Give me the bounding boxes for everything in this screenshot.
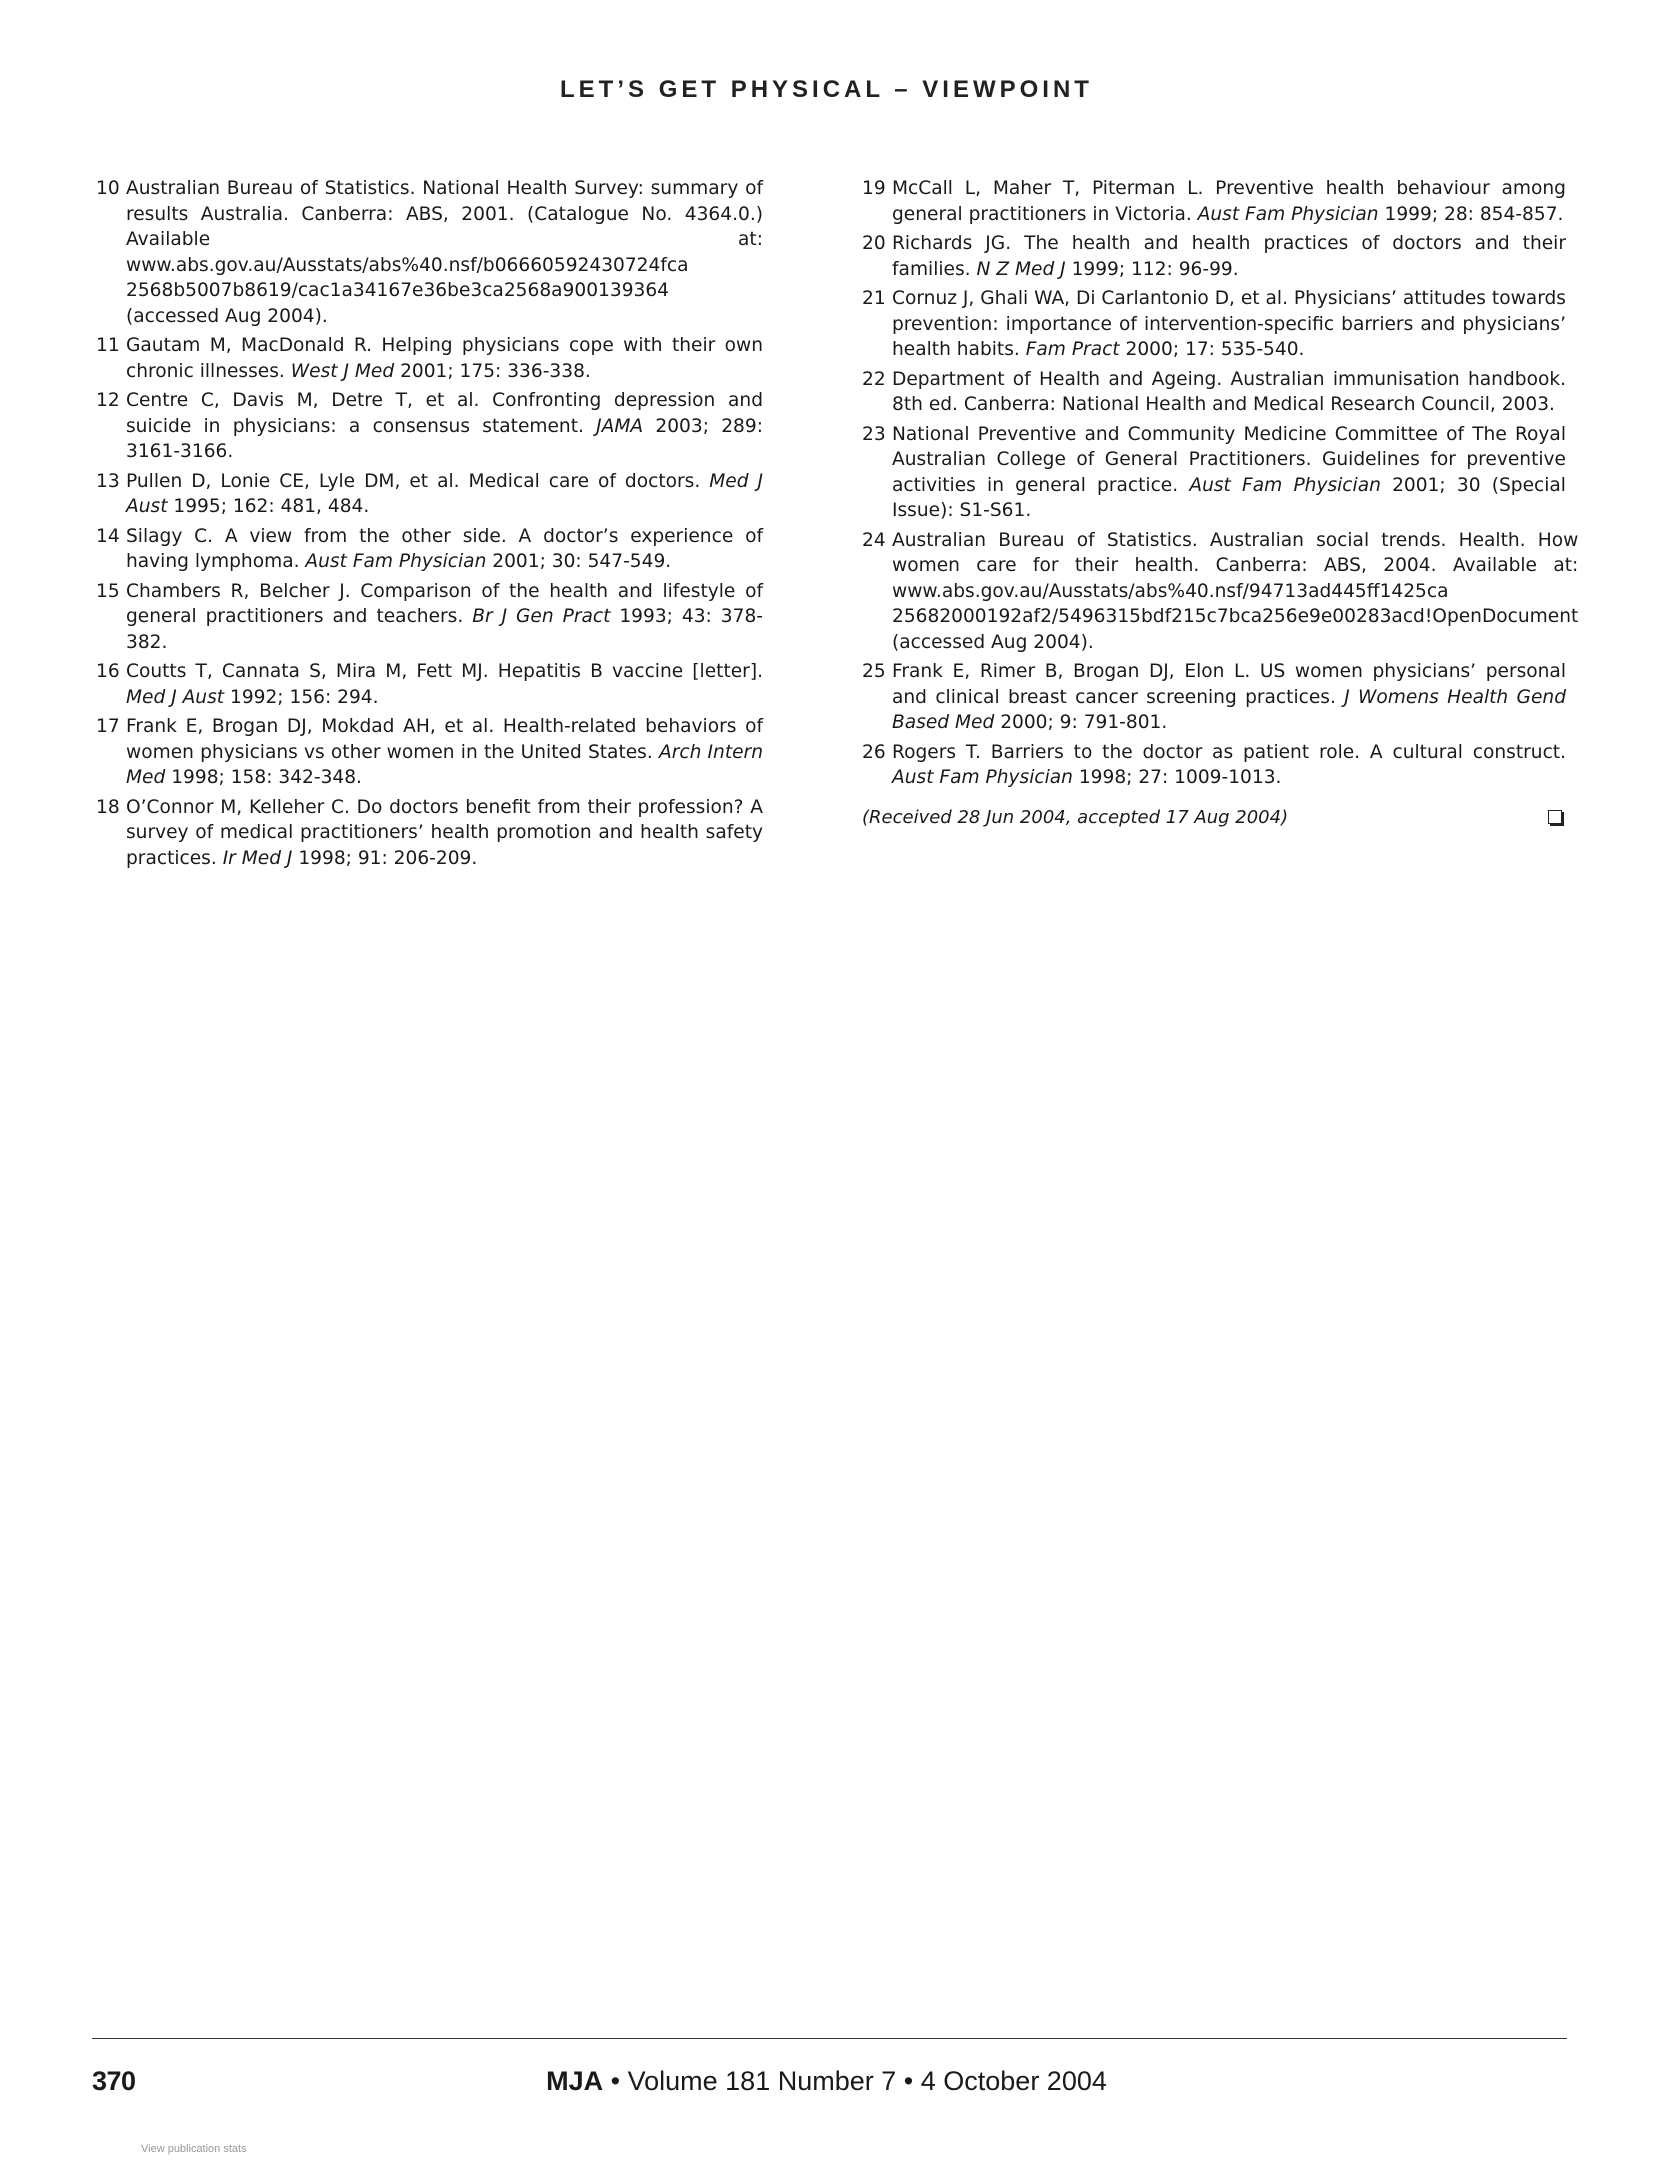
received-accepted-note: [862, 805, 1566, 831]
reference-text: [126, 714, 763, 791]
journal-title: Fam Pract: [1025, 339, 1120, 360]
reference-segment: 1998; 158: 342-348.: [165, 767, 362, 788]
journal-title: Med J Aust: [126, 470, 763, 517]
references-left-column: [96, 176, 763, 875]
reference-segment: 2000; 17: 535-540.: [1119, 339, 1305, 360]
reference-segment: Centre C, Davis M, Detre T, et al. Confronting depression and suicide in physicians: a consensus statement.: [126, 390, 763, 437]
reference-item: [862, 286, 1566, 363]
end-mark-icon: [1548, 810, 1562, 824]
reference-text: [892, 659, 1566, 736]
reference-segment: Frank E, Rimer B, Brogan DJ, Elon L. US women physicians’ personal and clinical breast cancer screening practices.: [892, 661, 1566, 708]
reference-number: 15: [96, 580, 120, 602]
reference-number: 19: [862, 178, 886, 199]
reference-number: 18: [96, 796, 120, 818]
reference-segment: Australian Bureau of Statistics. National Health Survey: summary of results Australia. Canberra: ABS, 2001. (Catalogue No. 4364.0.) Available at: www.abs.gov.au/Ausstats/abs%40.nsf/b06660592430724fca 2568b5007b8619/cac1a34167e36be3ca2568a900139364 (accessed Aug 2004).: [126, 178, 763, 327]
reference-text: [892, 286, 1566, 363]
reference-item: [96, 333, 763, 384]
reference-segment: Silagy C. A view from the other side. A doctor’s experience of having lymphoma.: [126, 525, 763, 572]
reference-segment: Department of Health and Ageing. Australian immunisation handbook. 8th ed. Canberra: National Health and Medical Research Council, 2003.: [892, 368, 1566, 415]
reference-number: 20: [862, 233, 886, 254]
reference-item: [862, 176, 1566, 227]
reference-number: 13: [96, 470, 120, 492]
reference-item: [862, 422, 1566, 524]
reference-item: [862, 367, 1566, 418]
reference-segment: McCall L, Maher T, Piterman L. Preventive health behaviour among general practitioners in Victoria.: [892, 178, 1566, 225]
reference-segment: 2000; 9: 791-801.: [994, 712, 1168, 733]
reference-number: 22: [862, 368, 886, 390]
reference-item: [96, 176, 763, 329]
journal-title: Aust Fam Physician: [1197, 203, 1379, 225]
reference-segment: Rogers T. Barriers to the doctor as patient role. A cultural construct.: [892, 741, 1566, 763]
reference-item: [862, 740, 1566, 791]
journal-name: MJA: [546, 2066, 604, 2096]
reference-text: [126, 469, 763, 520]
reference-segment: O’Connor M, Kelleher C. Do doctors benefit from their profession? A survey of medical practitioners’ health promotion and health safety practices.: [126, 796, 763, 869]
reference-item: [96, 714, 763, 791]
reference-segment: 1993; 43: 378-382.: [126, 606, 763, 653]
reference-number: 14: [96, 525, 120, 547]
journal-volume: Volume 181 Number 7: [627, 2066, 897, 2096]
references-right-column: [862, 176, 1579, 830]
reference-segment: 2001; 30 (Special Issue): S1-S61.: [892, 474, 1566, 521]
journal-title: Aust Fam Physician: [892, 767, 1073, 788]
reference-number: 21: [862, 288, 886, 309]
reference-item: [96, 795, 763, 872]
reference-segment: 1998; 27: 1009-1013.: [1072, 767, 1282, 788]
reference-segment: Australian Bureau of Statistics. Australian social trends. Health. How women care for their health. Canberra: ABS, 2004. Available at: www.abs.gov.au/Ausstats/abs%40.nsf/94713ad445ff1425ca 25682000192af2/5496315bdf215c7bca256e9e00283acd!OpenDocument (accessed Aug 2004).: [892, 529, 1579, 653]
running-head: LET’S GET PHYSICAL – VIEWPOINT: [560, 76, 1093, 103]
reference-item: [96, 524, 763, 575]
reference-text: [126, 795, 763, 872]
journal-title: N Z Med J: [976, 258, 1066, 280]
journal-title: Ir Med J: [222, 847, 293, 869]
journal-title: J Womens Health Gend Based Med: [892, 686, 1566, 733]
journal-title: Arch Intern Med: [126, 741, 763, 788]
journal-title: Med J Aust: [126, 686, 225, 708]
reference-text: [126, 333, 763, 384]
reference-number: 11: [96, 335, 120, 356]
reference-number: 10: [96, 178, 120, 199]
reference-text: [126, 579, 763, 656]
received-text: (Received 28 Jun 2004, accepted 17 Aug 2004): [862, 806, 1289, 828]
reference-segment: 2001; 175: 336-338.: [394, 360, 591, 382]
reference-number: 17: [96, 716, 120, 737]
reference-number: 23: [862, 423, 886, 445]
journal-title: Br J Gen Pract: [472, 606, 611, 627]
reference-segment: 2001; 30: 547-549.: [486, 551, 672, 572]
reference-segment: 1999; 28: 854-857.: [1378, 203, 1564, 225]
footer-rule: [92, 2038, 1567, 2039]
reference-number: 26: [862, 741, 886, 763]
reference-segment: National Preventive and Community Medicine Committee of The Royal Australian College of General Practitioners. Guidelines for preventive activities in general practice.: [892, 423, 1566, 496]
reference-segment: Cornuz J, Ghali WA, Di Carlantonio D, et al. Physicians’ attitudes towards prevention: importance of intervention-specific barriers and physicians’ health habits.: [892, 288, 1566, 360]
reference-item: [96, 469, 763, 520]
reference-segment: 1995; 162: 481, 484.: [167, 496, 370, 517]
reference-text: [126, 524, 763, 575]
reference-item: [862, 659, 1566, 736]
reference-segment: Gautam M, MacDonald R. Helping physicians cope with their own chronic illnesses.: [126, 335, 763, 382]
reference-text: [126, 659, 763, 710]
reference-segment: Pullen D, Lonie CE, Lyle DM, et al. Medical care of doctors.: [126, 470, 710, 492]
journal-title: West J Med: [290, 360, 395, 382]
reference-segment: Frank E, Brogan DJ, Mokdad AH, et al. Health-related behaviors of women physicians vs other women in the United States.: [126, 716, 763, 763]
reference-number: 16: [96, 661, 120, 682]
page-number: 370: [92, 2066, 136, 2096]
reference-segment: 1992; 156: 294.: [224, 686, 379, 708]
reference-item: [96, 659, 763, 710]
reference-segment: 2003; 289: 3161-3166.: [126, 415, 763, 462]
reference-segment: Richards JG. The health and health practices of doctors and their families.: [892, 233, 1566, 280]
reference-number: 24: [862, 529, 886, 551]
journal-date: 4 October 2004: [920, 2066, 1107, 2096]
reference-number: 25: [862, 661, 886, 682]
reference-item: [96, 388, 763, 465]
reference-segment: Chambers R, Belcher J. Comparison of the health and lifestyle of general practitioners and teachers.: [126, 580, 763, 627]
view-publication-stats-link[interactable]: View publication stats: [141, 2143, 247, 2155]
reference-text: [892, 231, 1566, 282]
reference-item: [862, 528, 1579, 656]
reference-text: [892, 367, 1566, 418]
journal-title: Aust Fam Physician: [305, 551, 487, 572]
reference-segment: 1998; 91: 206-209.: [292, 847, 478, 869]
reference-text: [126, 388, 763, 465]
journal-title: Aust Fam Physician: [1189, 474, 1381, 496]
bullet-separator: •: [903, 2066, 914, 2096]
reference-text: [892, 740, 1566, 791]
journal-title: JAMA: [596, 415, 644, 437]
reference-text: [892, 176, 1566, 227]
bullet-separator: •: [610, 2066, 621, 2096]
reference-item: [96, 579, 763, 656]
reference-text: [126, 176, 763, 329]
reference-text: [892, 528, 1578, 656]
reference-text: [892, 422, 1566, 524]
journal-citation-line: [0, 2066, 1653, 2097]
reference-segment: Coutts T, Cannata S, Mira M, Fett MJ. Hepatitis B vaccine [letter].: [126, 661, 763, 682]
reference-number: 12: [96, 390, 120, 411]
reference-item: [862, 231, 1566, 282]
reference-segment: 1999; 112: 96-99.: [1065, 258, 1239, 280]
